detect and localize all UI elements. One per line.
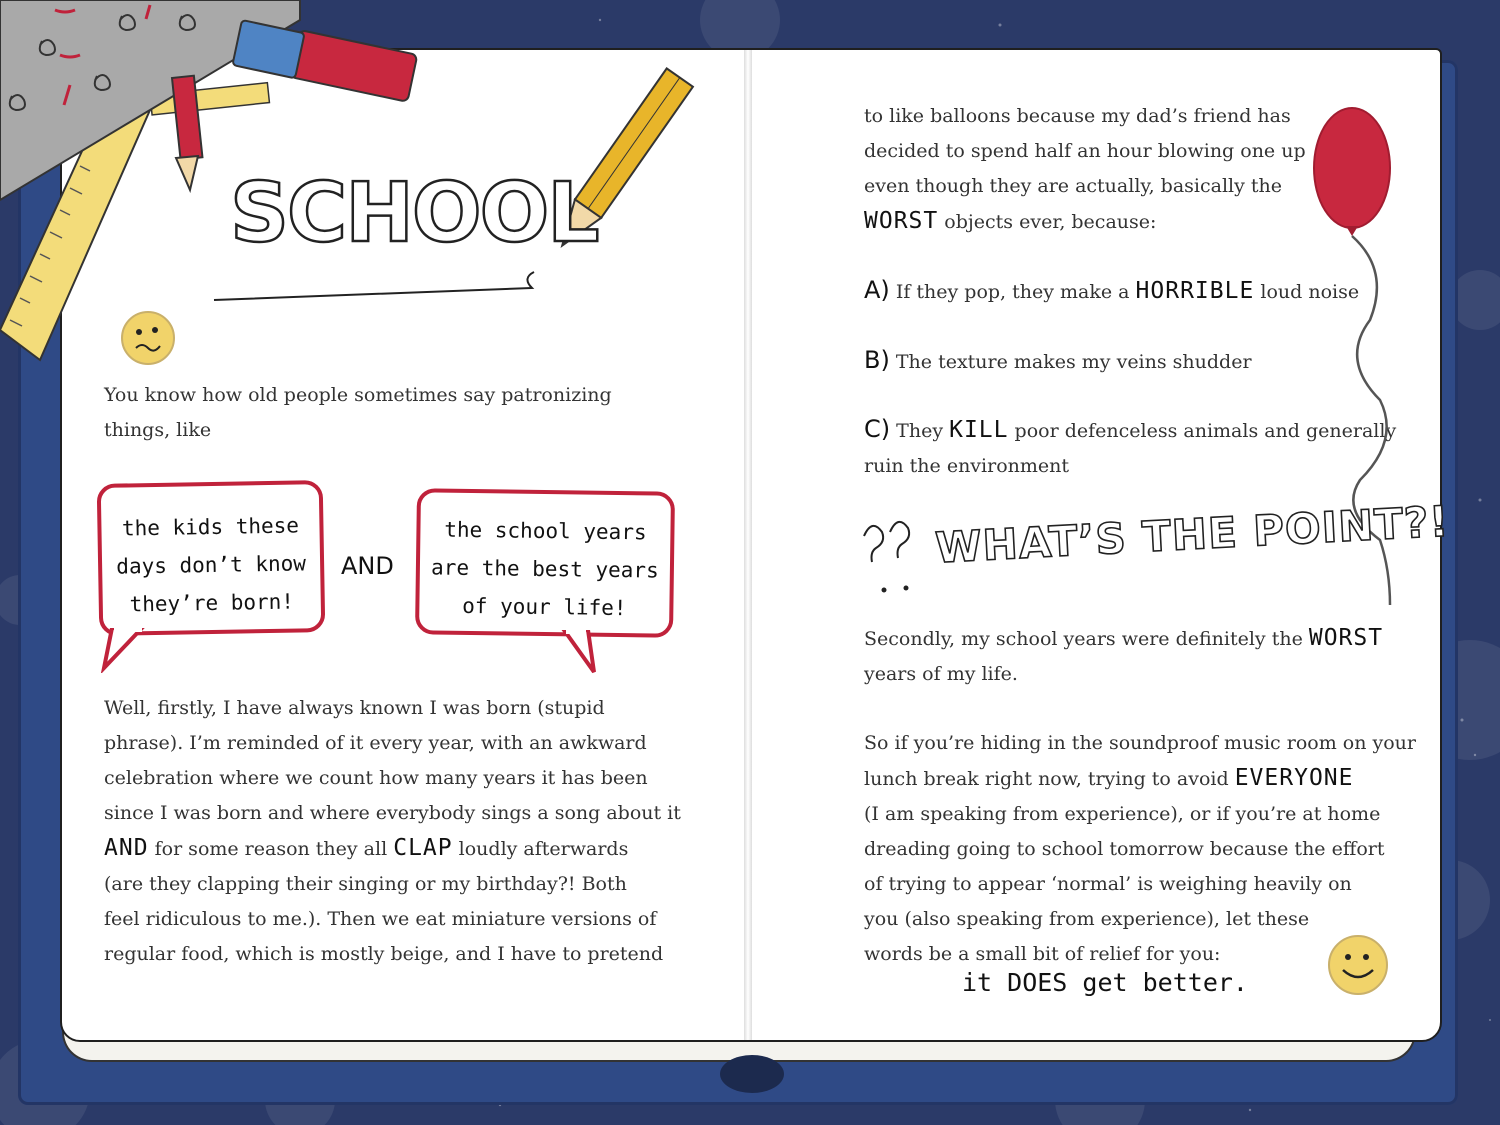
list-label: B) <box>864 346 890 374</box>
emphasis-kill: KILL <box>949 417 1009 443</box>
list-item-b <box>864 343 1252 380</box>
text-line <box>864 761 1416 797</box>
text-line: phrase). I’m reminded of it every year, with an awkward <box>104 732 647 754</box>
bubble-line: of your life! <box>462 593 627 621</box>
text-line <box>104 831 681 867</box>
bubble-tail <box>560 630 610 675</box>
speech-bubble-school-years <box>415 488 675 638</box>
bubble-line: they’re born! <box>129 589 295 617</box>
body-paragraph-top-right <box>864 99 1306 240</box>
emphasis-worst: WORST <box>864 208 939 234</box>
closing-message: it DOES get better. <box>962 968 1248 997</box>
text-line: regular food, which is mostly beige, and I have to pretend <box>104 943 664 965</box>
emphasis-horrible: HORRIBLE <box>1135 278 1255 304</box>
speech-bubble-kids <box>97 480 326 636</box>
emphasis-clap: CLAP <box>393 835 453 861</box>
list-label: A) <box>864 276 890 304</box>
text-line: since I was born and where everybody sings a song about it <box>104 802 681 824</box>
text-line: feel ridiculous to me.). Then we eat miniature versions of <box>104 908 657 930</box>
body-paragraph-secondly <box>864 621 1383 692</box>
text-line: (are they clapping their singing or my birthday?! Both <box>104 873 627 895</box>
title-underline <box>212 258 552 308</box>
text-fragment: If they pop, they make a <box>895 281 1130 303</box>
bubble-tail <box>98 628 158 673</box>
section-heading-whats-the-point: WHAT’S THE POINT?! <box>934 496 1451 573</box>
list-label: C) <box>864 415 891 443</box>
book-gutter <box>744 50 752 1040</box>
text-fragment: poor defenceless animals and generally <box>1014 420 1397 442</box>
text-line: dreading going to school tomorrow because the effort <box>864 838 1385 860</box>
smiley-face-icon <box>1325 932 1391 998</box>
intro-text <box>104 378 612 448</box>
emphasis-and: AND <box>104 835 149 861</box>
text-line: Well, firstly, I have always known I was born (stupid <box>104 697 605 719</box>
text-line: So if you’re hiding in the soundproof music room on your <box>864 732 1416 754</box>
text-line: decided to spend half an hour blowing one up <box>864 140 1306 162</box>
text-fragment: for some reason they all <box>154 838 388 860</box>
text-line: years of my life. <box>864 663 1018 685</box>
text-fragment: The texture makes my veins shudder <box>895 351 1252 373</box>
emphasis-everyone: EVERYONE <box>1234 765 1354 791</box>
worried-face-icon <box>118 308 180 368</box>
text-line: of trying to appear ‘normal’ is weighing heavily on <box>864 873 1352 895</box>
text-line: (I am speaking from experience), or if you’re at home <box>864 803 1381 825</box>
intro-line: You know how old people sometimes say patronizing <box>104 384 612 406</box>
text-line: celebration where we count how many years it has been <box>104 767 648 789</box>
text-line <box>864 621 1383 657</box>
page-title: SCHOOL <box>230 166 598 261</box>
text-line: words be a small bit of relief for you: <box>864 943 1221 965</box>
text-line <box>864 204 1306 240</box>
intro-line: things, like <box>104 419 212 441</box>
bubble-line: are the best years <box>430 555 659 583</box>
text-fragment: objects ever, because: <box>944 211 1157 233</box>
text-line: ruin the environment <box>864 455 1070 477</box>
text-fragment: loud noise <box>1260 281 1360 303</box>
text-line: even though they are actually, basically the <box>864 175 1283 197</box>
book-spine-bottom <box>720 1055 784 1093</box>
bubble-line: the kids these <box>121 513 300 541</box>
list-item-a <box>864 273 1359 310</box>
text-fragment: Secondly, my school years were definitely the <box>864 628 1303 650</box>
and-connector: AND <box>341 552 394 580</box>
bubble-line: days don’t know <box>116 551 307 579</box>
body-paragraph-left <box>104 691 681 972</box>
text-fragment: loudly afterwards <box>458 838 629 860</box>
emphasis-worst: WORST <box>1308 625 1384 651</box>
text-line: to like balloons because my dad’s friend has <box>864 105 1291 127</box>
text-fragment: They <box>896 420 944 442</box>
text-fragment: lunch break right now, trying to avoid <box>864 768 1229 790</box>
text-line: you (also speaking from experience), let these <box>864 908 1310 930</box>
bubble-line: the school years <box>444 517 647 545</box>
question-marks-icon <box>860 518 920 598</box>
